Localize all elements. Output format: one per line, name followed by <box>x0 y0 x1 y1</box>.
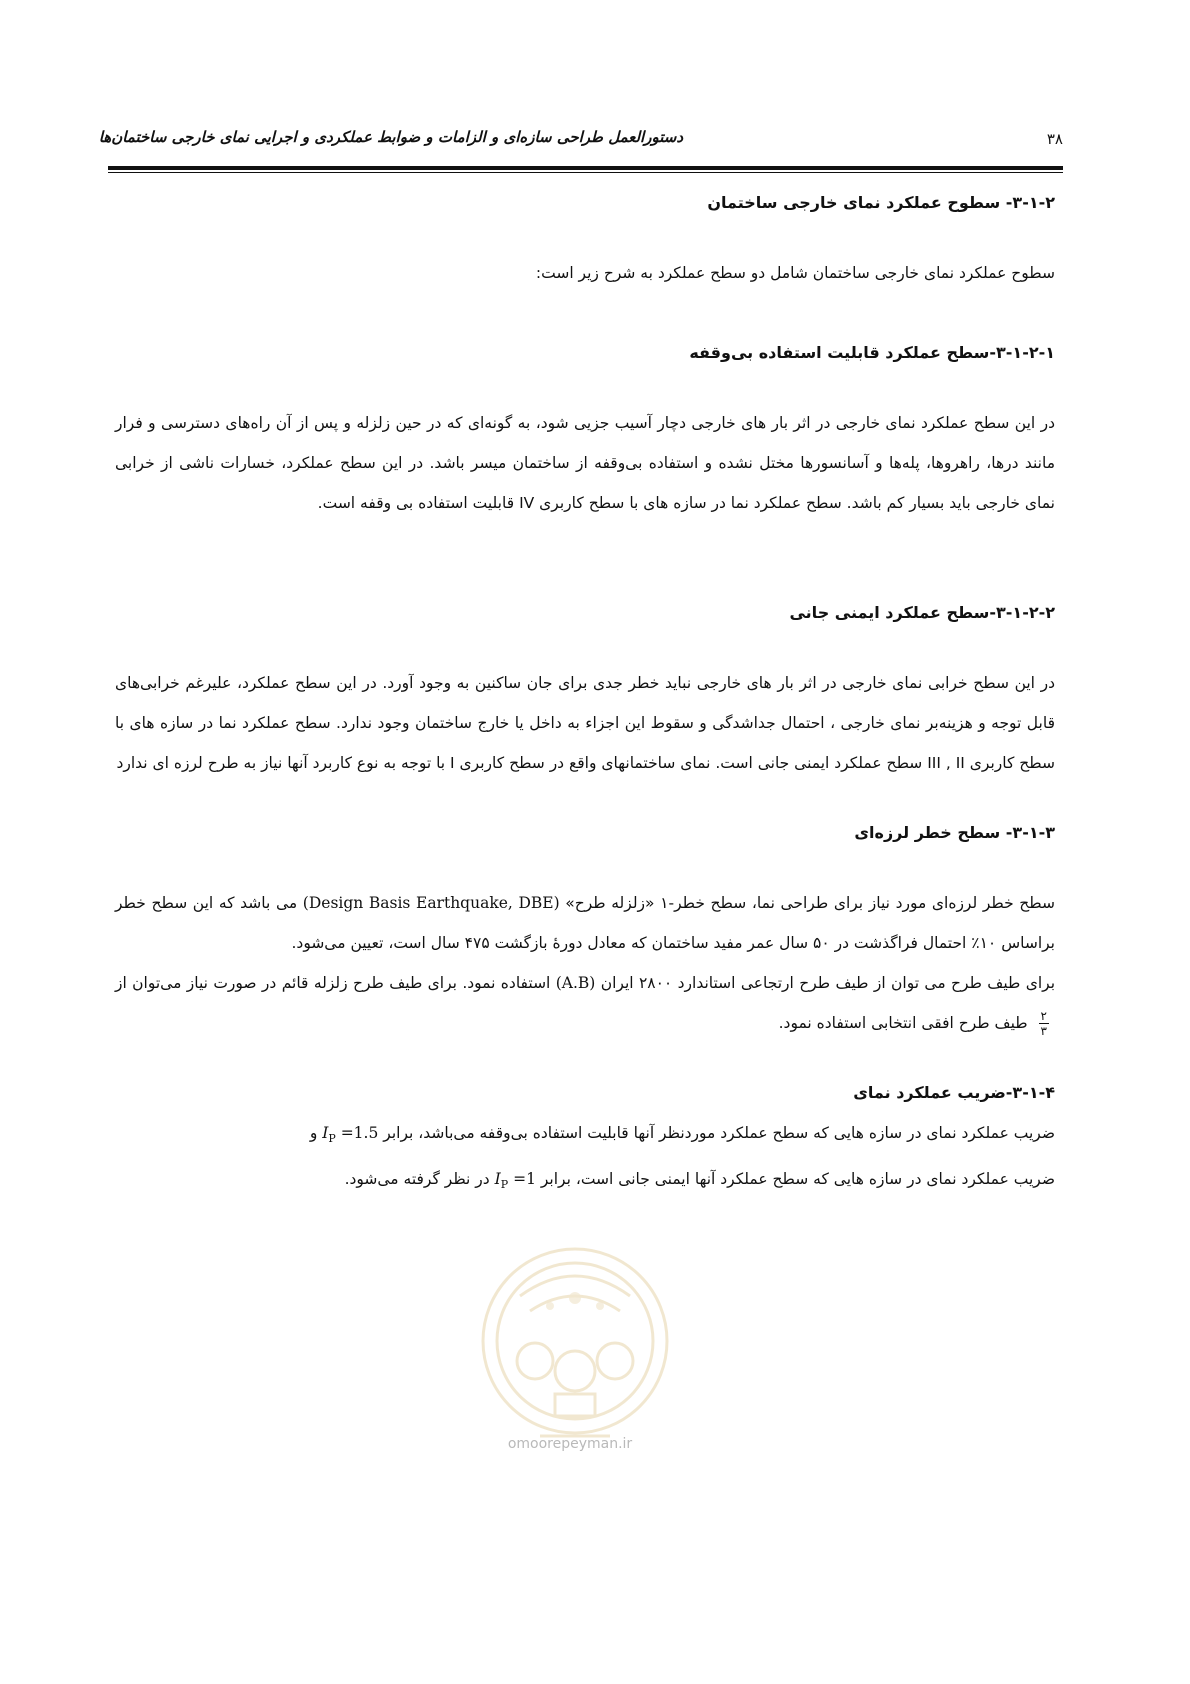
text-run: ضریب عملکرد نمای در سازه هایی که سطح عملکرد آنها ایمنی جانی است، برابر <box>535 1170 1055 1189</box>
body-content <box>115 183 1055 1205</box>
math-variable: I <box>494 1170 501 1189</box>
header-rule-thin <box>108 172 1063 173</box>
section-heading: ۳-۱-۴-ضریب عملکرد نمای <box>853 1083 1055 1102</box>
text-run: طیف طرح افقی انتخابی استفاده نمود. <box>778 1014 1028 1032</box>
math-subscript: P <box>500 1178 509 1192</box>
math-value: =1.5 <box>335 1124 379 1142</box>
paragraph <box>115 1113 1055 1205</box>
text-run: و <box>309 1124 323 1142</box>
text-run: می باشد که این سطح خطر براساس ۱۰٪ احتمال فراگذشت در ۵۰ سال عمر مفید ساختمان که معادل دورۀ بازگشت ۴۷۵ سال است، تعیین می‌شود. <box>115 894 1055 952</box>
text-run: سطح خطر لرزه‌ای مورد نیاز برای طراحی نما، سطح خطر-۱ «زلزله طرح» <box>559 894 1056 912</box>
section-heading: ۳-۱-۲-۱-سطح عملکرد قابلیت استفاده بی‌وقفه <box>689 343 1055 362</box>
text-run: ضریب عملکرد نمای در سازه هایی که سطح عملکرد موردنظر آنها قابلیت استفاده بی‌وقفه می‌باشد، برابر <box>378 1124 1055 1142</box>
paragraph <box>115 883 1055 963</box>
header-rule-thick <box>108 166 1063 170</box>
paragraph: سطوح عملکرد نمای خارجی ساختمان شامل دو سطح عملکرد به شرح زیر است: <box>535 264 1055 282</box>
math-subscript: P <box>328 1132 336 1146</box>
latin-term: (A.B) <box>555 974 596 992</box>
math-variable: I <box>322 1124 329 1142</box>
latin-term: (Design Basis Earthquake, DBE) <box>302 894 560 912</box>
fraction <box>1039 1009 1049 1038</box>
math-expression <box>322 1124 379 1146</box>
text-run: استفاده نمود. برای طیف طرح زلزله قائم در صورت نیاز می‌توان از <box>115 974 556 992</box>
fraction-denominator: ۳ <box>1040 1024 1047 1038</box>
math-expression <box>494 1170 536 1192</box>
section-heading: ۳-۱-۳- سطح خطر لرزه‌ای <box>854 823 1055 842</box>
running-header <box>98 128 1063 158</box>
section-heading: ۳-۱-۲-۲-سطح عملکرد ایمنی جانی <box>789 603 1055 622</box>
math-value: =1 <box>508 1170 536 1189</box>
paragraph: در این سطح خرابی نمای خارجی در اثر بار های خارجی نباید خطر جدی برای جان ساکنین به وجود آورد. در این سطح عملکرد، علیرغم خرابی‌های قابل توجه و هزینه‌بر نمای خارجی ، احتمال جداشدگی و سقوط این اجزاء به داخل یا خارج ساختمان وجود ندارد. سطح عملکرد نما در سازه های با سطح کاربری III , II سطح عملکرد ایمنی جانی است. نمای ساختمانهای واقع در سطح کاربری I با توجه به نوع کاربرد آنها نیاز به طرح لرزه ای ندارد <box>115 674 1055 772</box>
header-title: دستورالعمل طراحی سازه‌ای و الزامات و ضوابط عملکردی و اجرایی نمای خارجی ساختمان‌ها <box>98 128 683 146</box>
watermark-url: omoorepeyman.ir <box>507 1436 633 1452</box>
text-run: در نظر گرفته می‌شود. <box>344 1170 495 1189</box>
fraction-numerator: ۲ <box>1040 1009 1047 1023</box>
text-run: برای طیف طرح می توان از طیف طرح ارتجاعی استاندارد ۲۸۰۰ ایران <box>595 974 1056 992</box>
section-heading: ۳-۱-۲- سطوح عملکرد نمای خارجی ساختمان <box>707 193 1055 212</box>
paragraph: در این سطح عملکرد نمای خارجی در اثر بار های خارجی دچار آسیب جزیی شود، به گونه‌ای که در حین زلزله و پس از آن راه‌های دسترسی و فرار مانند درها، راهروها، پله‌ها و آسانسورها مختل نشده و استفاده بی‌وقفه از ساختمان میسر باشد. در این سطح عملکرد، خسارات ناشی از خرابی نمای خارجی باید بسیار کم باشد. سطح عملکرد نما در سازه های با سطح کاربری IV قابلیت استفاده بی وقفه است. <box>115 414 1055 512</box>
page-number: ۳۸ <box>1046 130 1063 148</box>
paragraph <box>115 963 1055 1043</box>
